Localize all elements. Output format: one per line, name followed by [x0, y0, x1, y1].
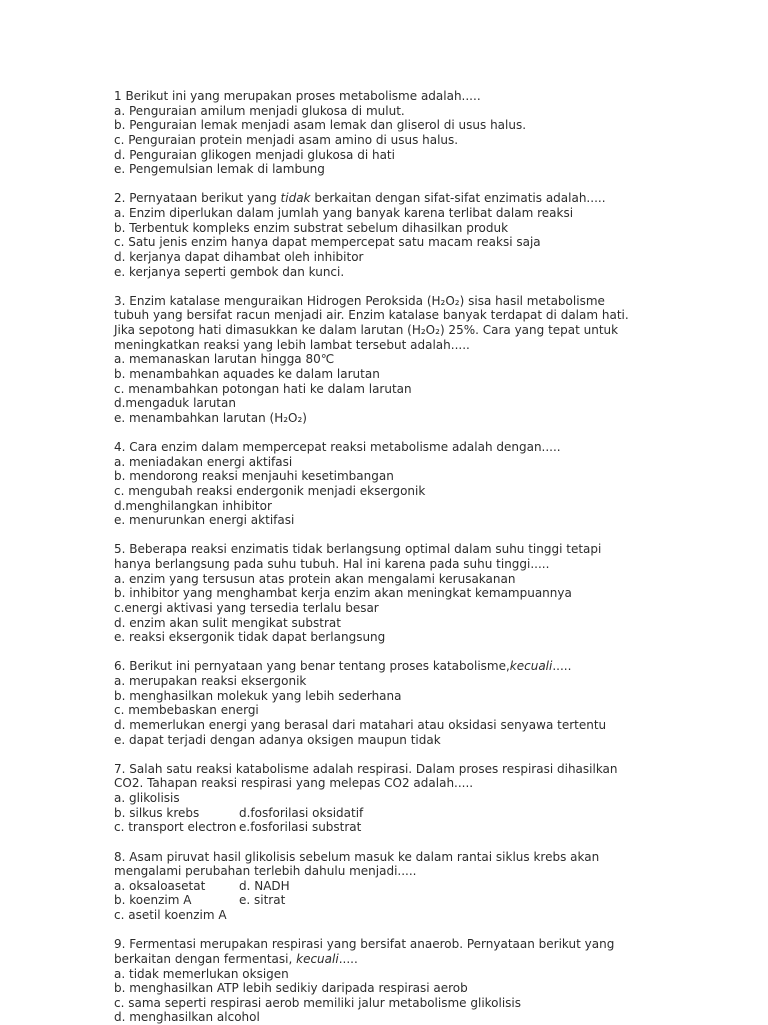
question-line: c.energi aktivasi yang tersedia terlalu besar	[114, 600, 379, 615]
question-line: d. Penguraian glikogen menjadi glukosa di hati	[114, 147, 395, 162]
document-body	[114, 89, 754, 1025]
question-line: e. menurunkan energi aktifasi	[114, 513, 295, 528]
spacer	[114, 645, 754, 660]
option-row	[114, 893, 754, 908]
question-line: e. reaksi eksergonik tidak dapat berlangsung	[114, 630, 386, 645]
question-6	[114, 659, 754, 747]
spacer	[114, 425, 754, 440]
spacer	[114, 279, 754, 294]
question-stem: 4. Cara enzim dalam mempercepat reaksi metabolisme adalah dengan.....	[114, 440, 561, 454]
text-segment: berkaitan dengan fermentasi,	[114, 951, 297, 966]
question-stem	[114, 191, 754, 206]
question-line: c. sama seperti respirasi aerob memiliki jalur metabolisme glikolisis	[114, 995, 522, 1010]
answer-option: c. transport electron	[114, 820, 237, 835]
question-line: e. dapat terjadi dengan adanya oksigen maupun tidak	[114, 732, 441, 747]
question-line: e. Pengemulsian lemak di lambung	[114, 162, 325, 177]
question-9	[114, 937, 754, 1025]
emphasis-text: kecuali	[296, 951, 339, 966]
answer-option: a. oksaloasetat	[114, 878, 206, 893]
answer-option: e. sitrat	[239, 893, 286, 908]
question-line: c. Penguraian protein menjadi asam amino di usus halus.	[114, 132, 459, 147]
question-line	[114, 952, 754, 967]
question-line: c. menambahkan potongan hati ke dalam larutan	[114, 381, 412, 396]
question-line: a. merupakan reaksi eksergonik	[114, 674, 307, 688]
spacer	[114, 747, 754, 762]
answer-option: d. NADH	[239, 878, 290, 893]
question-3	[114, 294, 754, 426]
question-line: a. meniadakan energi aktifasi	[114, 454, 293, 469]
question-line: e. menambahkan larutan (H₂O₂)	[114, 410, 307, 425]
text-segment: berkaitan dengan sifat-sifat enzimatis adalah.....	[310, 191, 606, 206]
text-segment: .....	[338, 951, 358, 966]
question-line: b. mendorong reaksi menjauhi kesetimbangan	[114, 469, 394, 484]
question-stem: 8. Asam piruvat hasil glikolisis sebelum masuk ke dalam rantai siklus krebs akan	[114, 849, 600, 864]
question-line: CO2. Tahapan reaksi respirasi yang melepas CO2 adalah.....	[114, 776, 474, 791]
answer-option: b. koenzim A	[114, 893, 192, 908]
question-line: b. menghasilkan molekuk yang lebih sederhana	[114, 688, 402, 703]
answer-option: d.fosforilasi oksidatif	[239, 805, 364, 820]
question-line: a. tidak memerlukan oksigen	[114, 966, 289, 981]
question-stem: 5. Beberapa reaksi enzimatis tidak berlangsung optimal dalam suhu tinggi tetapi	[114, 542, 602, 557]
question-stem: 9. Fermentasi merupakan respirasi yang bersifat anaerob. Pernyataan berikut yang	[114, 937, 615, 952]
question-line: c. mengubah reaksi endergonik menjadi eksergonik	[114, 483, 426, 498]
question-line: d.mengaduk larutan	[114, 396, 236, 411]
question-line: Jika sepotong hati dimasukkan ke dalam larutan (H₂O₂) 25%. Cara yang tepat untuk	[114, 323, 619, 337]
question-line: d.menghilangkan inhibitor	[114, 498, 272, 513]
question-line: b. inhibitor yang menghambat kerja enzim akan meningkat kemampuannya	[114, 586, 572, 601]
question-line: a. memanaskan larutan hingga 80℃	[114, 352, 335, 367]
question-line: meningkatkan reaksi yang lebih lambat tersebut adalah.....	[114, 337, 470, 352]
question-line: a. Enzim diperlukan dalam jumlah yang banyak karena terlibat dalam reaksi	[114, 206, 574, 220]
text-segment: .....	[552, 659, 572, 674]
question-line: b. Terbentuk kompleks enzim substrat sebelum dihasilkan produk	[114, 220, 509, 235]
question-line: a. enzim yang tersusun atas protein akan mengalami kerusakanan	[114, 571, 516, 586]
question-4	[114, 440, 754, 528]
question-line: tubuh yang bersifat racun menjadi air. Enzim katalase banyak terdapat di dalam hati.	[114, 308, 629, 323]
emphasis-text: kecuali	[509, 659, 553, 674]
option-row	[114, 879, 754, 894]
question-line: b. menambahkan aquades ke dalam larutan	[114, 366, 380, 381]
question-line: b. menghasilkan ATP lebih sedikiy daripada respirasi aerob	[114, 981, 468, 996]
text-segment: 2. Pernyataan berikut yang	[114, 191, 281, 206]
spacer	[114, 923, 754, 938]
question-line: d. menghasilkan alcohol	[114, 1010, 260, 1025]
question-line: hanya berlangsung pada suhu tubuh. Hal ini karena pada suhu tinggi.....	[114, 557, 550, 571]
question-7	[114, 762, 754, 835]
question-1	[114, 89, 754, 177]
question-stem: 1 Berikut ini yang merupakan proses metabolisme adalah.....	[114, 89, 481, 103]
option-row	[114, 806, 754, 821]
question-2	[114, 191, 754, 279]
question-stem: 3. Enzim katalase menguraikan Hidrogen Peroksida (H₂O₂) sisa hasil metabolisme	[114, 293, 605, 308]
question-line: e. kerjanya seperti gembok dan kunci.	[114, 264, 345, 279]
question-line: c. asetil koenzim A	[114, 908, 227, 922]
question-line: b. Penguraian lemak menjadi asam lemak dan gliserol di usus halus.	[114, 118, 527, 133]
question-line: d. kerjanya dapat dihambat oleh inhibitor	[114, 249, 364, 264]
text-segment: 6. Berikut ini pernyataan yang benar tentang proses katabolisme,	[114, 659, 510, 674]
question-line: d. memerlukan energi yang berasal dari matahari atau oksidasi senyawa tertentu	[114, 717, 607, 732]
question-line: a. glikolisis	[114, 791, 180, 805]
question-stem: 7. Salah satu reaksi katabolisme adalah respirasi. Dalam proses respirasi dihasilkan	[114, 761, 618, 776]
question-line: c. Satu jenis enzim hanya dapat mempercepat satu macam reaksi saja	[114, 235, 541, 250]
question-line: a. Penguraian amilum menjadi glukosa di mulut.	[114, 103, 405, 118]
question-5	[114, 542, 754, 644]
spacer	[114, 177, 754, 192]
emphasis-text: tidak	[280, 191, 311, 206]
spacer	[114, 528, 754, 543]
option-row	[114, 820, 754, 835]
question-stem	[114, 659, 754, 674]
answer-option: b. silkus krebs	[114, 805, 200, 820]
question-line: c. membebaskan energi	[114, 703, 259, 718]
spacer	[114, 835, 754, 850]
answer-option: e.fosforilasi substrat	[239, 820, 362, 835]
question-line: d. enzim akan sulit mengikat substrat	[114, 615, 341, 630]
question-line: mengalami perubahan terlebih dahulu menjadi.....	[114, 864, 417, 879]
question-8	[114, 850, 754, 923]
